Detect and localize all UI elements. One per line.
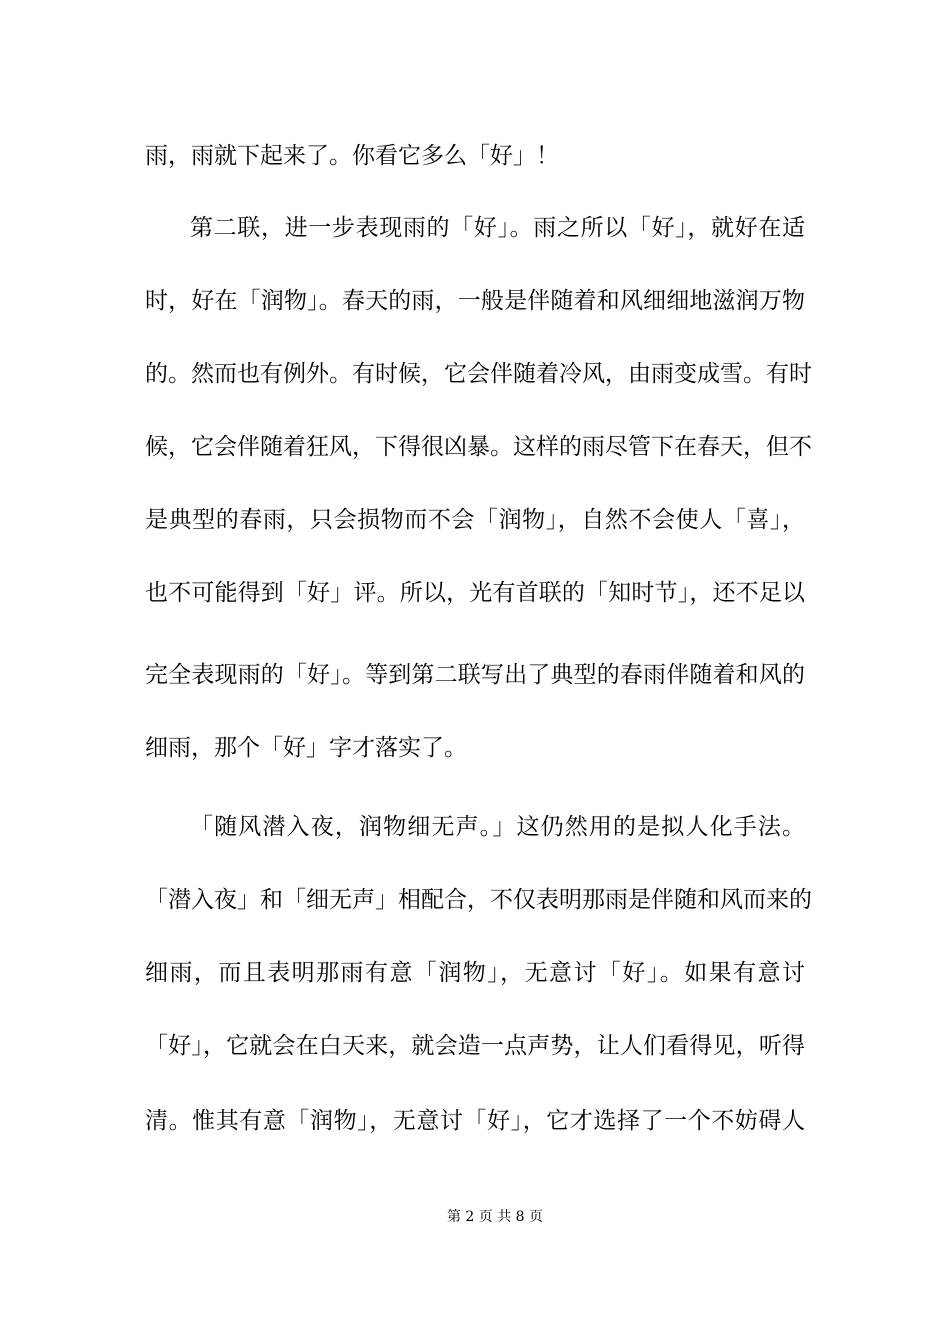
text-line: 完全表现雨的「好」。等到第二联写出了典型的春雨伴随着和风的 [145,662,805,688]
text-line: 是典型的春雨，只会损物而不会「润物」，自然不会使人「喜」， [145,507,805,533]
text-line: 「潜入夜」和「细无声」相配合，不仅表明那雨是伴随和风而来的 [145,887,812,913]
text-line: 细雨，那个「好」字才落实了。 [145,735,467,761]
text-line: 的。然而也有例外。有时候，它会伴随着冷风，由雨变成雪。有时 [145,361,812,387]
page-footer: 第 2 页 共 8 页 [446,1209,544,1225]
text-line: 时，好在「润物」。春天的雨，一般是伴随着和风细细地滋润万物 [145,288,805,314]
text-line: 清。惟其有意「润物」，无意讨「好」，它才选择了一个不妨碍人 [145,1108,805,1134]
text-line: 也不可能得到「好」评。所以，光有首联的「知时节」，还不足以 [145,580,805,606]
text-line: 「随风潜入夜，润物细无声。」这仍然用的是拟人化手法。 [190,814,805,840]
text-line: 「好」，它就会在白天来，就会造一点声势，让人们看得见，听得 [145,1033,805,1059]
text-line: 候，它会伴随着狂风，下得很凶暴。这样的雨尽管下在春天，但不 [145,434,812,460]
text-line: 细雨，而且表明那雨有意「润物」，无意讨「好」。如果有意讨 [145,960,805,986]
text-line: 第二联，进一步表现雨的「好」。雨之所以「好」，就好在适 [190,215,805,241]
text-line: 雨，雨就下起来了。你看它多么「好」！ [145,143,559,169]
